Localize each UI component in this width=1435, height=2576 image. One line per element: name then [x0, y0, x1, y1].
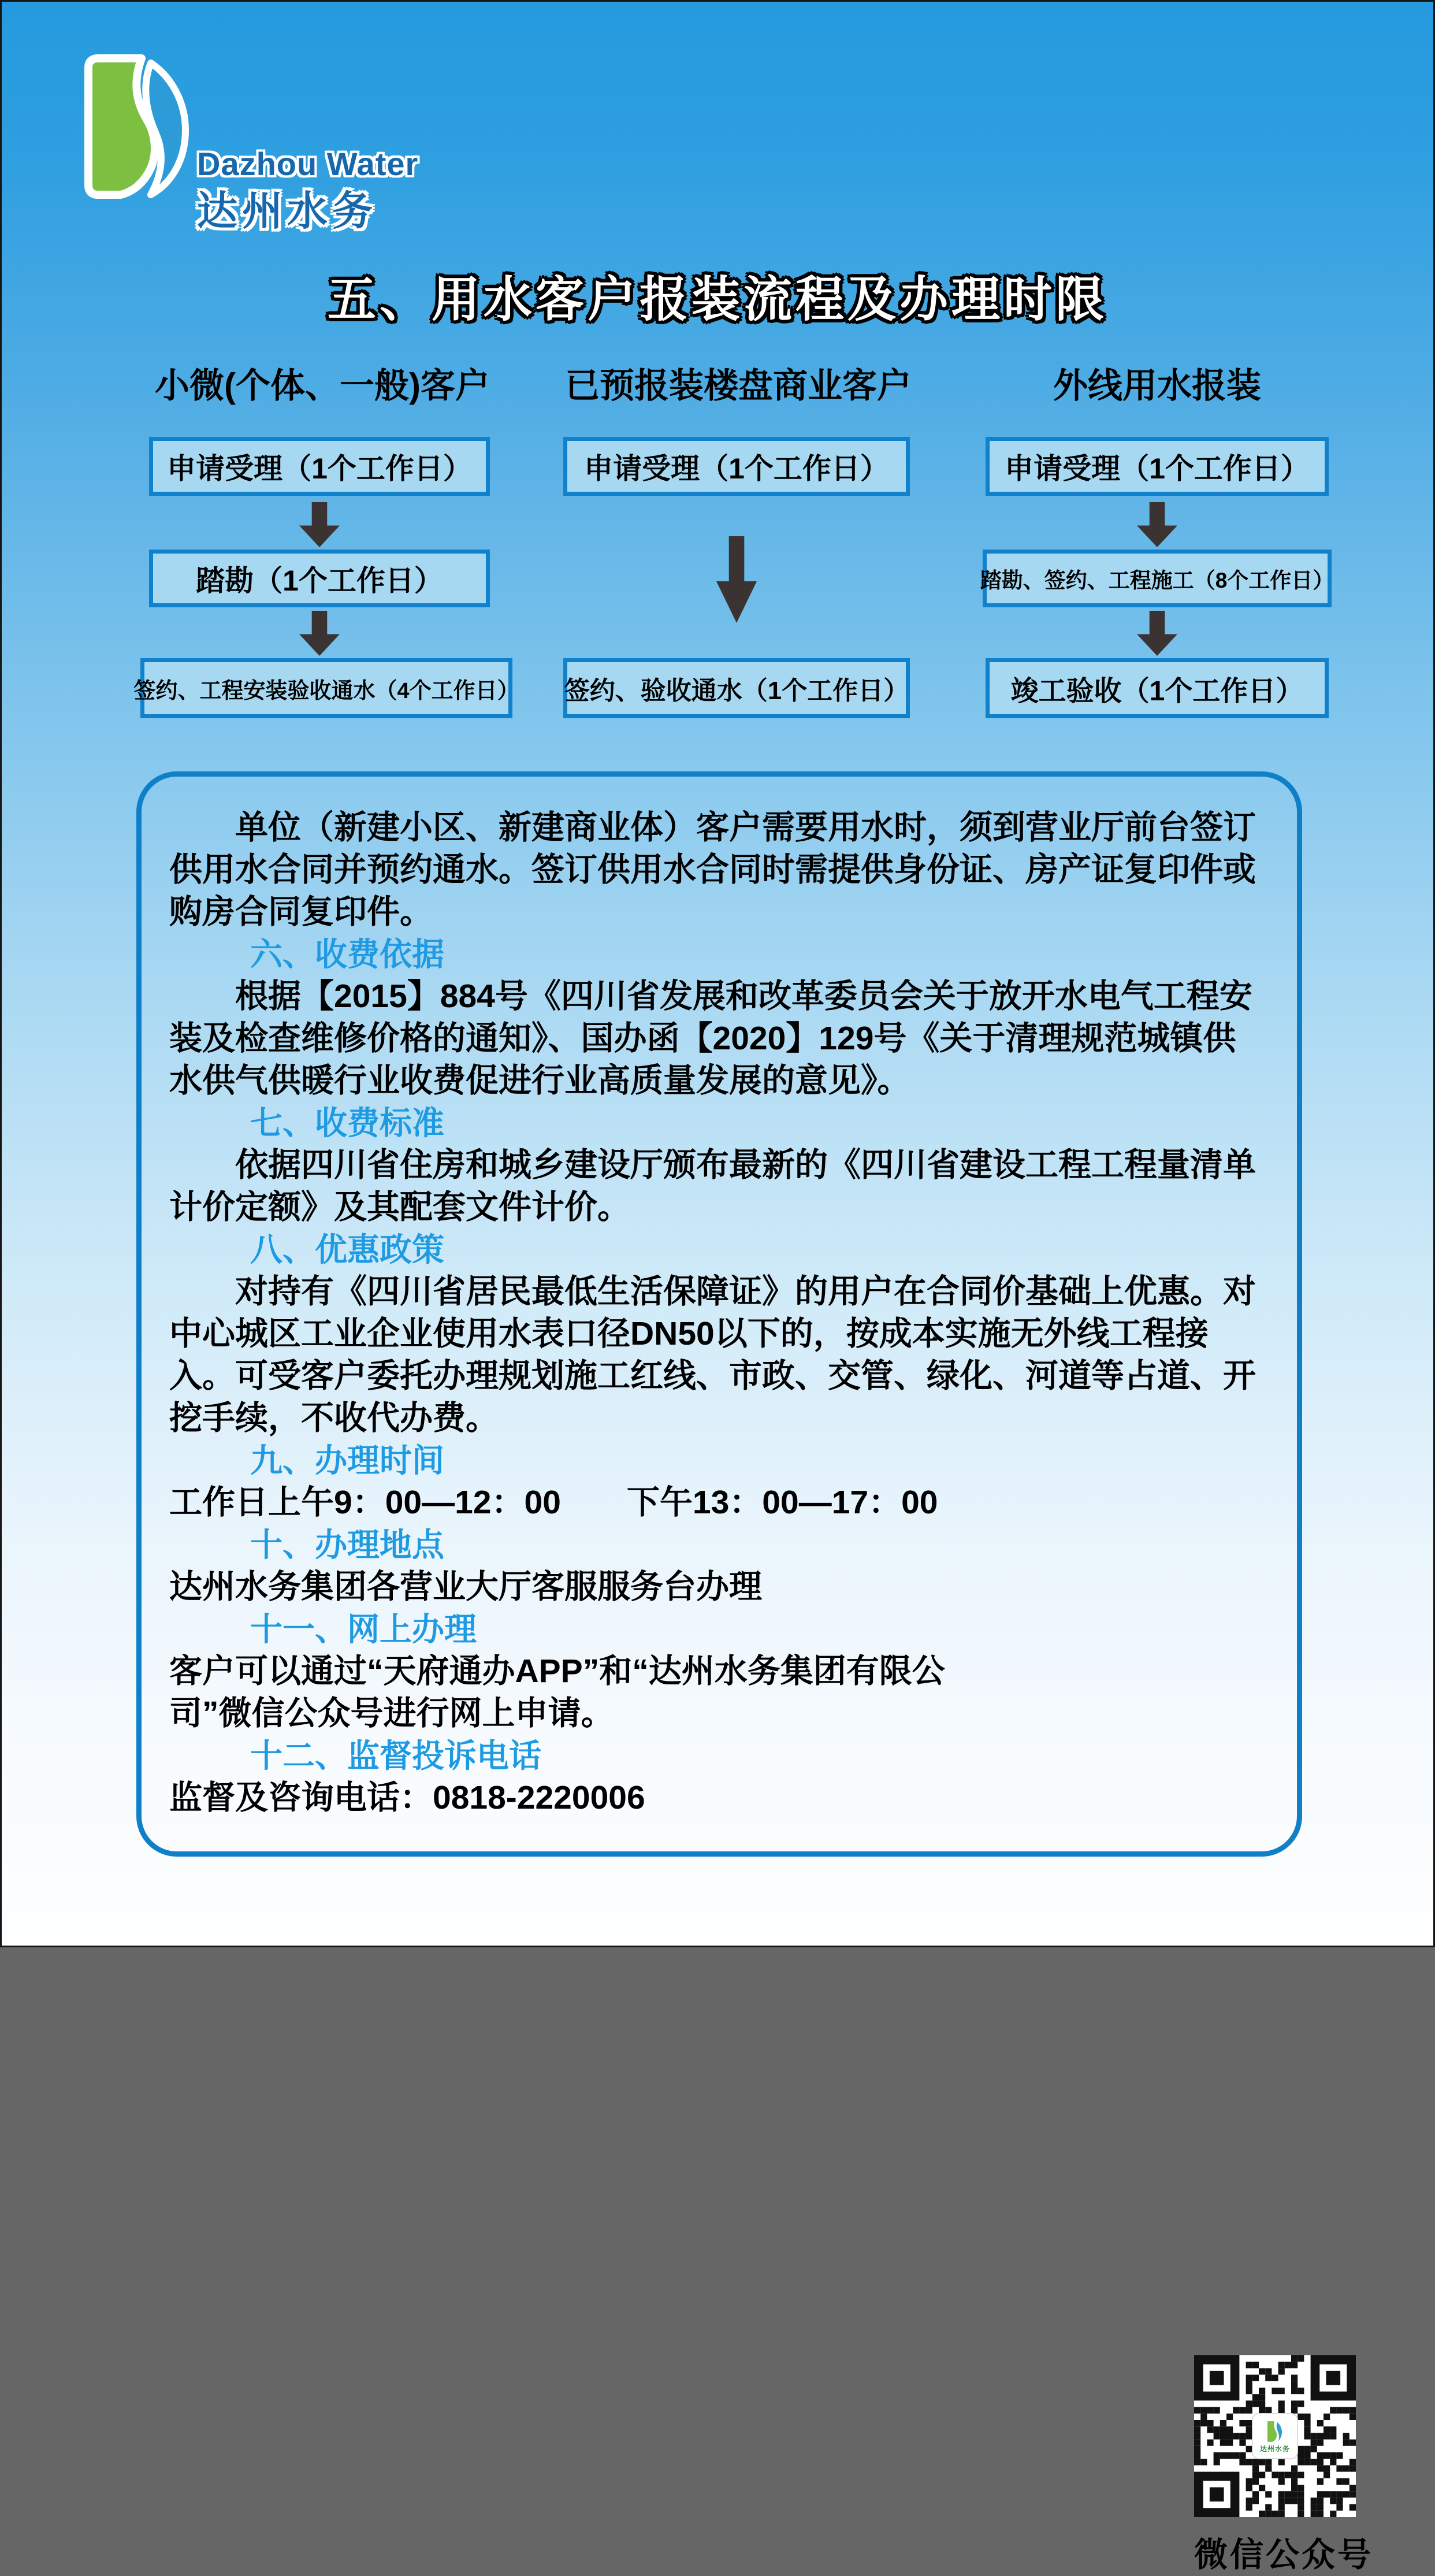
- section-body-service-location: 达州水务集团各营业大厅客服服务台办理: [169, 1568, 762, 1605]
- flow-step-col3-application: 申请受理（1个工作日）: [986, 437, 1329, 496]
- flow-step-col1-application: 申请受理（1个工作日）: [149, 437, 490, 496]
- logo-wordmark-zh: 达州水务: [197, 188, 377, 233]
- column-header-small-micro-customers: 小微(个体、一般)客户: [155, 366, 490, 405]
- section-heading-service-hours: 九、办理时间: [250, 1442, 444, 1479]
- section-body-online-service: 客户可以通过“天府通办APP”和“达州水务集团有限公司”微信公众号进行网上申请。: [169, 1653, 945, 1732]
- section-heading-complaint-hotline: 十二、监督投诉电话: [250, 1738, 541, 1774]
- intro-paragraph: 单位（新建小区、新建商业体）客户需要用水时，须到营业厅前台签订供用水合同并预约通水。签订供用水合同时需提供身份证、房产证复印件或购房合同复印件。: [169, 809, 1256, 930]
- dazhou-water-logo-icon: [1265, 2419, 1285, 2444]
- notice-content: [169, 807, 1268, 1819]
- flow-step-col1-survey: 踏勘（1个工作日）: [149, 550, 490, 607]
- column-header-preinstalled-commercial-customers: 已预报装楼盘商业客户: [565, 366, 912, 405]
- section-body-complaint-hotline: 监督及咨询电话：0818-2220006: [169, 1779, 645, 1816]
- page-title: 五、用水客户报装流程及办理时限: [327, 272, 1107, 326]
- qr-caption: 微信公众号: [1194, 2536, 1374, 2574]
- down-arrow-icon: [716, 536, 757, 623]
- down-arrow-icon: [299, 611, 340, 656]
- wechat-qr-block: [1194, 2355, 1374, 2576]
- section-heading-fee-standard: 七、收费标准: [250, 1105, 444, 1141]
- section-heading-fee-basis: 六、收费依据: [250, 936, 444, 973]
- flow-step-col3-survey-sign-construction: 踏勘、签约、工程施工（8个工作日）: [983, 550, 1332, 607]
- section-heading-service-location: 十、办理地点: [250, 1527, 444, 1563]
- down-arrow-icon: [1137, 611, 1177, 656]
- notice-panel: [136, 771, 1374, 2574]
- flow-step-col3-completion-acceptance: 竣工验收（1个工作日）: [986, 658, 1329, 718]
- dazhou-water-logo-icon: [81, 51, 197, 202]
- flow-step-col1-sign-install-accept: 签约、工程安装验收通水（4个工作日）: [140, 658, 512, 718]
- down-arrow-icon: [1137, 502, 1177, 547]
- section-heading-online-service: 十一、网上办理: [250, 1611, 477, 1647]
- down-arrow-icon: [299, 502, 340, 547]
- logo-wordmark-en: Dazhou Water: [197, 146, 419, 182]
- flow-step-col2-sign-accept-water: 签约、验收通水（1个工作日）: [563, 658, 910, 718]
- section-heading-preferential-policy: 八、优惠政策: [250, 1231, 444, 1268]
- section-body-fee-standard: 依据四川省住房和城乡建设厅颁布最新的《四川省建设工程工程量清单计价定额》及其配套文件计价。: [169, 1146, 1256, 1226]
- section-body-service-hours: 工作日上午9：00—12：00 下午13：00—17：00: [169, 1484, 938, 1521]
- qr-center-logo: [1252, 2413, 1298, 2459]
- qr-center-label: 达州水务: [1259, 2444, 1290, 2453]
- section-body-fee-basis: 根据【2015】884号《四川省发展和改革委员会关于放开水电气工程安装及检查维修价格的通知》、国办函【2020】129号《关于清理规范城镇供水供气供暖行业收费促进行业高质量发展的意见》。: [169, 978, 1252, 1099]
- flow-step-col2-application: 申请受理（1个工作日）: [563, 437, 910, 496]
- column-header-external-line-application: 外线用水报装: [1053, 366, 1261, 405]
- section-body-preferential-policy: 对持有《四川省居民最低生活保障证》的用户在合同价基础上优惠。对中心城区工业企业使用水表口径DN50以下的，按成本实施无外线工程接入。可受客户委托办理规划施工红线、市政、交管、绿化、河道等占道、开挖手续，不收代办费。: [169, 1273, 1256, 1437]
- wechat-qr-code: [1194, 2355, 1356, 2517]
